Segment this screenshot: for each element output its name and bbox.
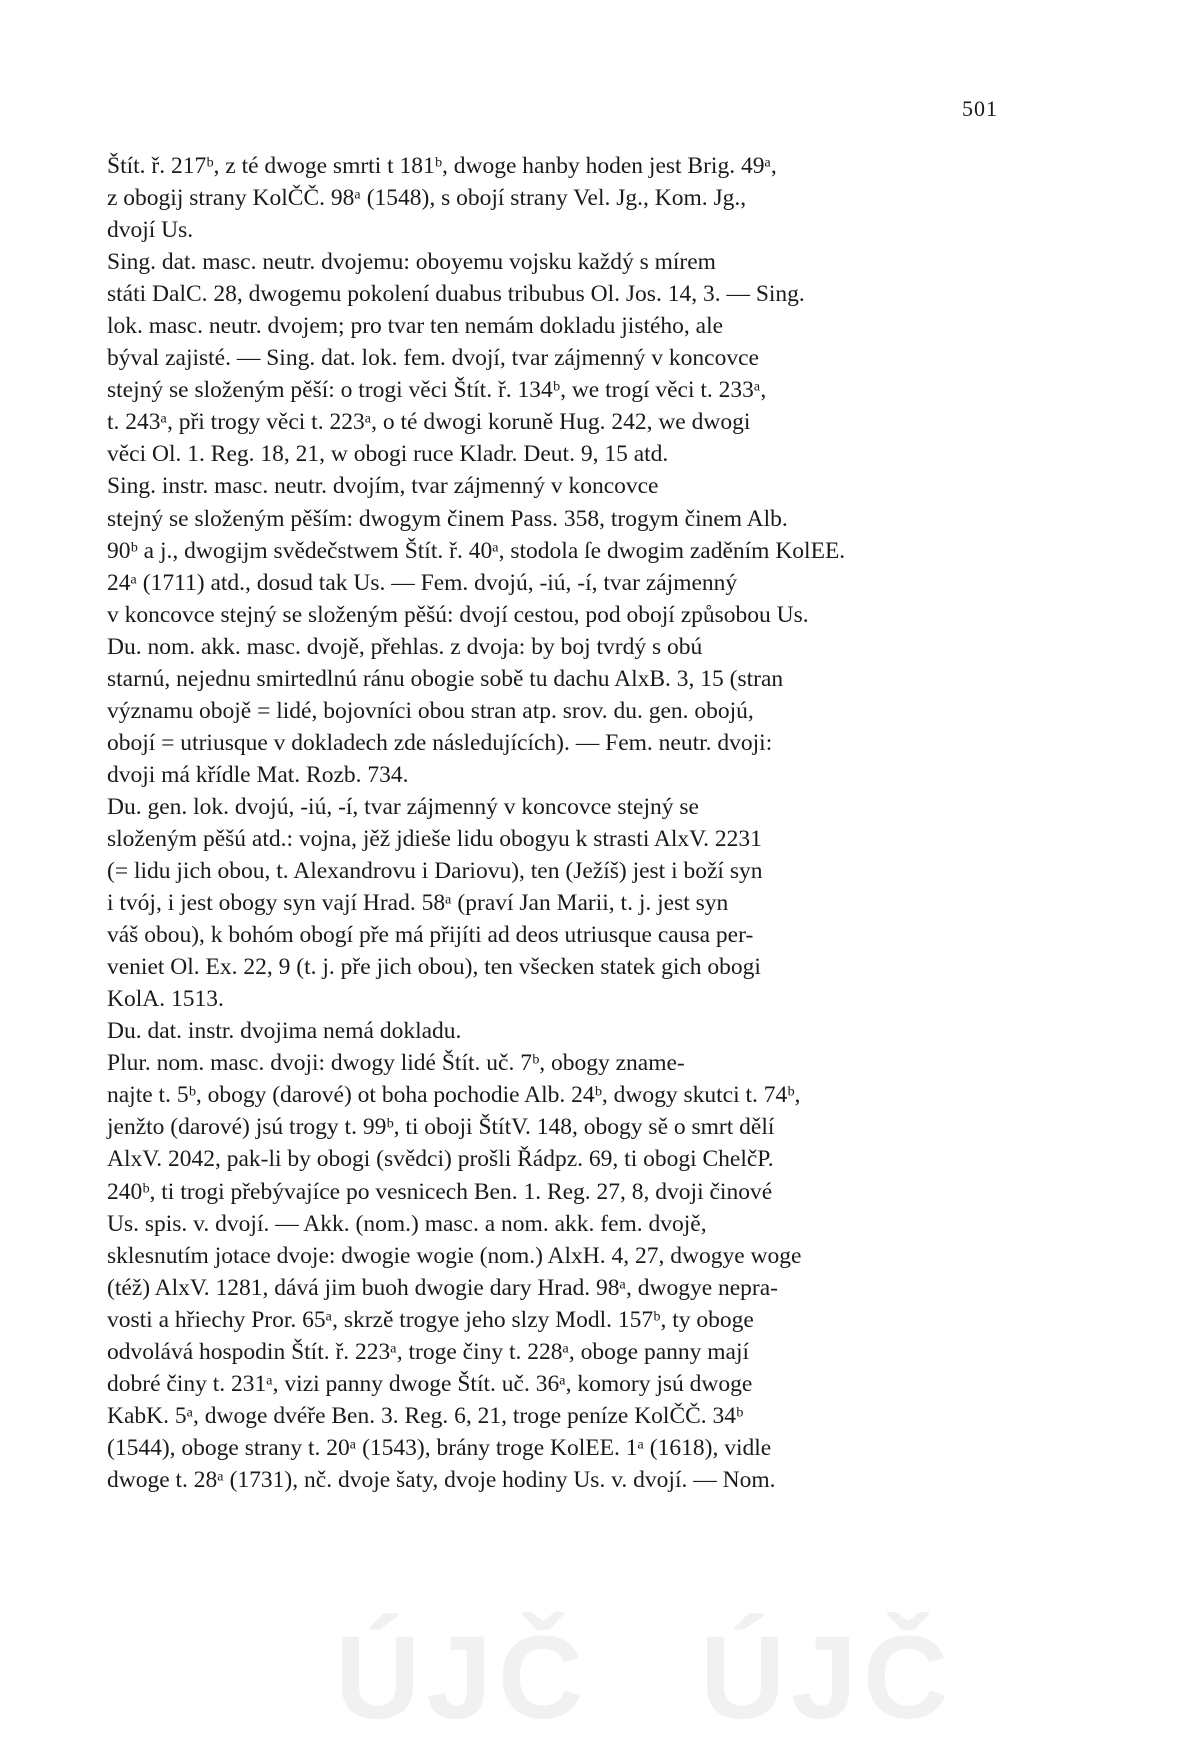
text-line: dobré činy t. 231ᵃ, vizi panny dwoge Štít. uč. 36ᵃ, komory jsú dwoge [107,1370,753,1397]
text-line: i tvój, i jest obogy syn vají Hrad. 58ᵃ (praví Jan Marii, t. j. jest syn [107,890,729,917]
text-line: t. 243ᵃ, při trogy věci t. 223ᵃ, o té dwogi koruně Hug. 242, we dwogi [107,409,751,436]
text-line: složeným pěšú atd.: vojna, jěž jdieše lidu obogyu k strasti AlxV. 2231 [107,825,762,852]
text-line: Štít. ř. 217ᵇ, z té dwoge smrti t 181ᵇ, dwoge hanby hoden jest Brig. 49ᵃ, [107,153,777,179]
watermark-right: ÚJČ [700,1612,955,1744]
text-line: obojí = utriusque v dokladech zde následujících). — Fem. neutr. dvoji: [107,729,773,756]
text-line: váš obou), k bohóm obogí pře má přijíti ad deos utriusque causa per- [107,922,754,949]
text-line: vosti a hřiechy Pror. 65ᵃ, skrzě trogye jeho slzy Modl. 157ᵇ, ty oboge [107,1306,754,1333]
text-line: (1544), oboge strany t. 20ᵃ (1543), brány troge KolEE. 1ᵃ (1618), vidle [107,1434,772,1461]
text-line: 24ᵃ (1711) atd., dosud tak Us. — Fem. dvojú, -iú, -í, tvar zájmenný [107,569,738,596]
text-line: stejný se složeným pěším: dwogym činem Pass. 358, trogym činem Alb. [107,505,788,532]
text-line: významu obojě = lidé, bojovníci obou stran atp. srov. du. gen. obojú, [107,697,754,724]
text-line: AlxV. 2042, pak-li by obogi (svědci) prošli Řádpz. 69, ti obogi ChelčP. [107,1146,774,1173]
text-line: sklesnutím jotace dvoje: dwogie wogie (nom.) AlxH. 4, 27, dwogye woge [107,1242,802,1269]
text-line: dvojí Us. [107,217,194,244]
watermark-left: ÚJČ [335,1612,590,1744]
text-line: najte t. 5ᵇ, obogy (darové) ot boha pochodie Alb. 24ᵇ, dwogy skutci t. 74ᵇ, [107,1082,801,1109]
text-line: dvoji má křídle Mat. Rozb. 734. [107,761,409,788]
text-line: 240ᵇ, ti trogi přebývajíce po vesnicech Ben. 1. Reg. 27, 8, dvoji činové [107,1178,773,1205]
text-line: stejný se složeným pěší: o trogi věci Štít. ř. 134ᵇ, we trogí věci t. 233ᵃ, [107,377,767,404]
text-line: Du. dat. instr. dvojima nemá dokladu. [107,1018,462,1045]
text-line: lok. masc. neutr. dvojem; pro tvar ten nemám dokladu jistého, ale [107,313,724,340]
text-line: KabK. 5ᵃ, dwoge dvéře Ben. 3. Reg. 6, 21, troge peníze KolČČ. 34ᵇ [107,1402,744,1429]
text-line: jenžto (darové) jsú trogy t. 99ᵇ, ti oboji ŠtítV. 148, obogy sě o smrt dělí [107,1114,775,1141]
text-line: Sing. instr. masc. neutr. dvojím, tvar zájmenný v koncovce [107,473,659,500]
text-line: Sing. dat. masc. neutr. dvojemu: oboyemu vojsku každý s mírem [107,249,716,276]
text-line: Us. spis. v. dvojí. — Akk. (nom.) masc. a nom. akk. fem. dvojě, [107,1210,707,1237]
text-line: býval zajisté. — Sing. dat. lok. fem. dvojí, tvar zájmenný v koncovce [107,345,759,372]
text-line: Plur. nom. masc. dvoji: dwogy lidé Štít. uč. 7ᵇ, obogy zname- [107,1050,685,1077]
text-line: v koncovce stejný se složeným pěšú: dvojí cestou, pod obojí způsobou Us. [107,601,809,628]
text-line: odvolává hospodin Štít. ř. 223ᵃ, troge činy t. 228ᵃ, oboge panny mají [107,1338,750,1365]
text-line: veniet Ol. Ex. 22, 9 (t. j. pře jich obou), ten všecken statek gich obogi [107,954,761,981]
text-line: z obogij strany KolČČ. 98ᵃ (1548), s obojí strany Vel. Jg., Kom. Jg., [107,185,747,212]
text-line: Du. nom. akk. masc. dvojě, přehlas. z dvoja: by boj tvrdý s obú [107,633,703,660]
text-line: 90ᵇ a j., dwogijm svědečstwem Štít. ř. 40ᵃ, stodola ſe dwogim zaděním KolEE. [107,537,846,564]
text-line: (= lidu jich obou, t. Alexandrovu i Dariovu), ten (Ježíš) jest i boží syn [107,858,763,885]
text-line: KolA. 1513. [107,986,224,1013]
text-line: (též) AlxV. 1281, dává jim buoh dwogie dary Hrad. 98ᵃ, dwogye nepra- [107,1274,779,1301]
text-line: státi DalC. 28, dwogemu pokolení duabus tribubus Ol. Jos. 14, 3. — Sing. [107,281,805,308]
page-number: 501 [962,96,998,121]
text-line: věci Ol. 1. Reg. 18, 21, w obogi ruce Kladr. Deut. 9, 15 atd. [107,441,669,468]
text-line: starnú, nejednu smirtedlnú ránu obogie sobě tu dachu AlxB. 3, 15 (stran [107,665,784,692]
text-line: Du. gen. lok. dvojú, -iú, -í, tvar zájmenný v koncovce stejný se [107,793,699,820]
text-line: dwoge t. 28ᵃ (1731), nč. dvoje šaty, dvoje hodiny Us. v. dvojí. — Nom. [107,1466,776,1493]
dictionary-entry-text [107,150,1017,1496]
